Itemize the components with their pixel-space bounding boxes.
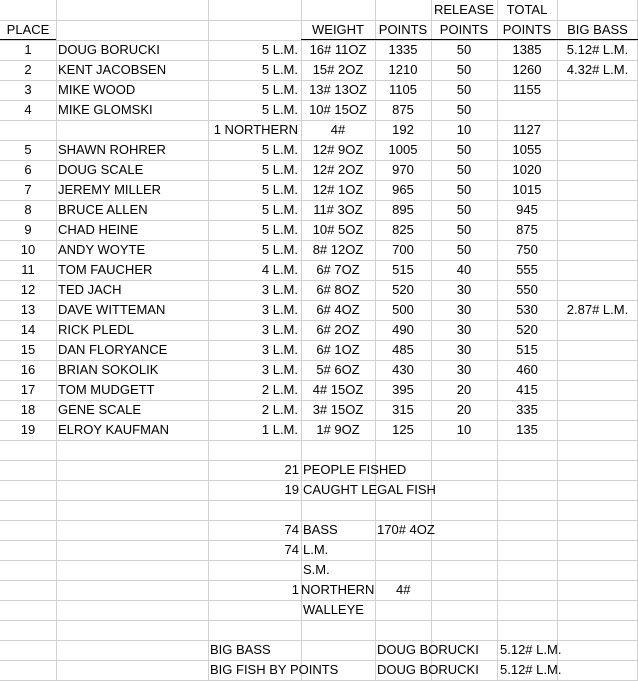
place-cell (0, 120, 56, 140)
big-bass-cell (557, 400, 638, 420)
release-points: 50 (456, 162, 472, 177)
points-cell: 125 (392, 422, 414, 437)
total-points: 550 (516, 282, 538, 297)
place-cell: 18 (20, 402, 36, 417)
weight-cell: 6# 2OZ (316, 322, 360, 337)
points-cell: 965 (392, 182, 414, 197)
big-bass-cell (557, 360, 638, 380)
weight-cell: 1# 9OZ (316, 422, 360, 437)
total-points: 520 (516, 322, 538, 337)
angler-name: MIKE WOOD (58, 82, 136, 97)
fish-count: 1 L.M. (261, 422, 298, 437)
weight-cell: 6# 8OZ (316, 282, 360, 297)
legal-fish-count: 19 (284, 482, 299, 497)
place-cell: 14 (20, 322, 36, 337)
lm-label: L.M. (303, 542, 329, 557)
fish-count: 2 L.M. (261, 382, 298, 397)
bass-count: 74 (284, 522, 299, 537)
place-cell: 17 (20, 382, 36, 397)
fish-count: 5 L.M. (261, 42, 298, 57)
big-bass-cell (557, 120, 638, 140)
fish-count: 1 NORTHERN (213, 122, 298, 137)
big-bass-cell (557, 340, 638, 360)
weight-cell: 10# 15OZ (309, 102, 367, 117)
people-fished-label: PEOPLE FISHED (303, 462, 407, 477)
points-cell: 520 (392, 282, 414, 297)
fish-count: 3 L.M. (261, 282, 298, 297)
angler-name: MIKE GLOMSKI (58, 102, 153, 117)
fish-count: 3 L.M. (261, 342, 298, 357)
weight-cell: 12# 1OZ (312, 182, 364, 197)
place-cell: 3 (24, 82, 32, 97)
total-points: 1385 (512, 42, 542, 57)
points-cell: 700 (392, 242, 414, 257)
angler-name: RICK PLEDL (58, 322, 134, 337)
weight-cell: 16# 11OZ (309, 42, 367, 57)
release-points: 50 (456, 222, 472, 237)
big-bass-cell (557, 280, 638, 300)
angler-name: SHAWN ROHRER (58, 142, 166, 157)
total-points: 1020 (512, 162, 542, 177)
angler-name: DOUG SCALE (58, 162, 144, 177)
fish-count: 5 L.M. (261, 102, 298, 117)
weight-cell: 6# 7OZ (316, 262, 360, 277)
angler-name: DAN FLORYANCE (58, 342, 168, 357)
big-bass-cell (557, 80, 638, 100)
award-big-fish-points-label: BIG FISH BY POINTS (210, 662, 339, 677)
weight-cell: 12# 2OZ (312, 162, 364, 177)
release-points: 50 (456, 182, 472, 197)
big-bass-cell (557, 420, 638, 440)
release-points: 30 (456, 282, 472, 297)
award-big-bass-label: BIG BASS (210, 642, 271, 657)
fish-count: 5 L.M. (261, 242, 298, 257)
fish-count: 5 L.M. (261, 202, 298, 217)
people-fished-count: 21 (284, 462, 299, 477)
grid-row-line (0, 440, 638, 441)
award-big-fish-points-winner: DOUG BORUCKI (377, 662, 479, 677)
weight-cell: 4# (330, 122, 346, 137)
total-points: 530 (516, 302, 538, 317)
release-points: 50 (456, 202, 472, 217)
angler-name: TED JACH (58, 282, 122, 297)
award-big-fish-points-value: 5.12# L.M. (500, 662, 562, 677)
total-points: 135 (516, 422, 538, 437)
place-cell: 4 (24, 102, 32, 117)
angler-name: BRUCE ALLEN (58, 202, 148, 217)
release-points: 30 (456, 302, 472, 317)
points-cell: 395 (392, 382, 414, 397)
weight-cell: 4# 15OZ (312, 382, 364, 397)
big-bass-cell: 4.32# L.M. (566, 62, 629, 77)
big-bass-cell (557, 180, 638, 200)
fish-count: 5 L.M. (261, 162, 298, 177)
weight-cell: 15# 2OZ (312, 62, 364, 77)
place-cell: 10 (20, 242, 36, 257)
points-cell: 875 (392, 102, 414, 117)
header-weight: WEIGHT (312, 22, 364, 37)
total-points: 1015 (512, 182, 542, 197)
points-cell: 192 (392, 122, 414, 137)
release-points: 50 (456, 142, 472, 157)
big-bass-cell (557, 140, 638, 160)
points-cell: 515 (392, 262, 414, 277)
header-big-bass: BIG BASS (567, 22, 628, 37)
points-cell: 1005 (388, 142, 418, 157)
release-points: 50 (456, 82, 472, 97)
big-bass-cell (557, 100, 638, 120)
fish-count: 3 L.M. (261, 302, 298, 317)
total-points: 1055 (512, 142, 542, 157)
release-points: 20 (456, 382, 472, 397)
big-bass-cell (557, 160, 638, 180)
award-big-bass-winner: DOUG BORUCKI (377, 642, 479, 657)
big-bass-cell: 5.12# L.M. (566, 42, 629, 57)
weight-cell: 6# 1OZ (316, 342, 360, 357)
release-points: 20 (456, 402, 472, 417)
points-cell: 1210 (388, 62, 418, 77)
total-points: 875 (516, 222, 538, 237)
weight-cell: 5# 6OZ (316, 362, 360, 377)
weight-cell: 12# 9OZ (312, 142, 364, 157)
big-bass-cell: 2.87# L.M. (566, 302, 629, 317)
fish-count: 3 L.M. (261, 362, 298, 377)
total-points: 555 (516, 262, 538, 277)
points-cell: 1105 (389, 82, 417, 97)
weight-cell: 8# 12OZ (312, 242, 364, 257)
sm-label: S.M. (303, 562, 330, 577)
points-cell: 895 (392, 202, 414, 217)
release-points: 50 (456, 242, 472, 257)
points-cell: 970 (392, 162, 414, 177)
total-points: 945 (516, 202, 538, 217)
northern-label: NORTHERN (301, 582, 375, 597)
big-bass-cell (557, 240, 638, 260)
big-bass-cell (557, 220, 638, 240)
points-cell: 500 (392, 302, 414, 317)
total-points: 750 (516, 242, 538, 257)
release-points: 10 (456, 422, 472, 437)
northern-count: 1 (291, 582, 299, 597)
fish-count: 2 L.M. (261, 402, 298, 417)
angler-name: KENT JACOBSEN (58, 62, 167, 77)
release-points: 50 (456, 42, 472, 57)
northern-weight: 4# (396, 582, 411, 597)
release-points: 30 (456, 362, 472, 377)
angler-name: TOM MUDGETT (58, 382, 155, 397)
big-bass-cell (557, 320, 638, 340)
points-cell: 825 (392, 222, 414, 237)
points-cell: 315 (392, 402, 414, 417)
big-bass-cell (557, 260, 638, 280)
release-points: 30 (456, 342, 472, 357)
weight-cell: 13# 13OZ (309, 82, 367, 97)
weight-cell: 6# 4OZ (316, 302, 360, 317)
angler-name: ELROY KAUFMAN (58, 422, 170, 437)
angler-name (58, 120, 206, 140)
award-big-bass-value: 5.12# L.M. (500, 642, 562, 657)
place-cell: 7 (24, 182, 32, 197)
place-cell: 16 (20, 362, 36, 377)
fish-count: 3 L.M. (261, 322, 298, 337)
header-total-bottom: POINTS (502, 22, 552, 37)
lm-count: 74 (284, 542, 299, 557)
angler-name: BRIAN SOKOLIK (58, 362, 159, 377)
header-total-top: TOTAL (506, 2, 548, 17)
release-points: 50 (456, 62, 472, 77)
big-bass-cell (557, 380, 638, 400)
fish-count: 5 L.M. (261, 182, 298, 197)
total-points: 460 (516, 362, 538, 377)
angler-name: TOM FAUCHER (58, 262, 153, 277)
big-bass-cell (557, 200, 638, 220)
place-cell: 1 (24, 42, 32, 57)
place-cell: 12 (20, 282, 36, 297)
bass-total-weight: 170# 4OZ (377, 522, 435, 537)
place-cell: 9 (24, 222, 32, 237)
total-points: 1127 (513, 122, 541, 137)
total-points (497, 100, 557, 120)
place-cell: 11 (21, 262, 35, 277)
angler-name: DOUG BORUCKI (58, 42, 160, 57)
weight-cell: 11# 3OZ (313, 202, 363, 217)
place-cell: 19 (20, 422, 36, 437)
release-points: 40 (456, 262, 472, 277)
grid-row-line (0, 620, 638, 621)
header-place: PLACE (6, 22, 50, 37)
angler-name: CHAD HEINE (58, 222, 139, 237)
place-cell: 5 (24, 142, 32, 157)
place-cell: 13 (20, 302, 36, 317)
total-points: 415 (516, 382, 538, 397)
angler-name: DAVE WITTEMAN (58, 302, 166, 317)
weight-cell: 3# 15OZ (312, 402, 364, 417)
fish-count: 5 L.M. (261, 222, 298, 237)
header-points: POINTS (378, 22, 428, 37)
place-cell: 2 (24, 62, 32, 77)
points-cell: 430 (392, 362, 414, 377)
legal-fish-label: CAUGHT LEGAL FISH (303, 482, 436, 497)
place-cell: 15 (20, 342, 36, 357)
angler-name: JEREMY MILLER (58, 182, 162, 197)
header-release-top: RELEASE (434, 2, 494, 17)
release-points: 30 (456, 322, 472, 337)
angler-name: GENE SCALE (58, 402, 142, 417)
fish-count: 5 L.M. (261, 82, 298, 97)
total-points: 335 (516, 402, 538, 417)
total-points: 1155 (513, 82, 541, 97)
fish-count: 5 L.M. (261, 142, 298, 157)
angler-name: ANDY WOYTE (58, 242, 146, 257)
bass-label: BASS (303, 522, 338, 537)
weight-cell: 10# 5OZ (312, 222, 364, 237)
points-cell: 1335 (388, 42, 418, 57)
place-cell: 6 (24, 162, 32, 177)
place-cell: 8 (24, 202, 32, 217)
release-points: 10 (456, 122, 472, 137)
points-cell: 485 (392, 342, 414, 357)
walleye-label: WALLEYE (303, 602, 364, 617)
grid-row-line (0, 500, 638, 501)
total-points: 515 (516, 342, 538, 357)
header-release-bottom: POINTS (439, 22, 489, 37)
fish-count: 4 L.M. (261, 262, 298, 277)
release-points: 50 (456, 102, 472, 117)
points-cell: 490 (392, 322, 414, 337)
total-points: 1260 (512, 62, 542, 77)
fish-count: 5 L.M. (261, 62, 298, 77)
